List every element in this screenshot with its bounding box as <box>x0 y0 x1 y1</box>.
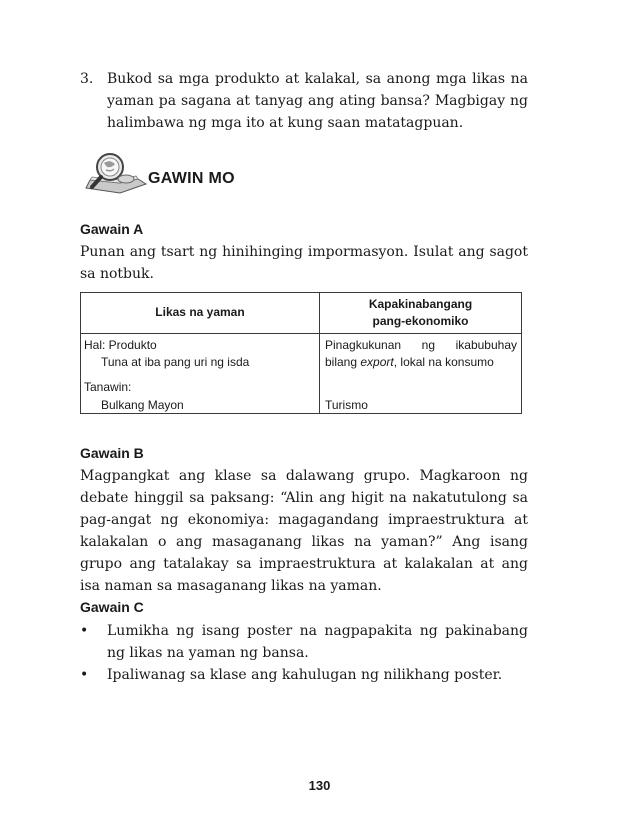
likas-yaman-table <box>80 292 522 414</box>
gawain-b-text: Magpangkat ang klase sa dalawang grupo. Magkaroon ng debate hinggil sa paksang: “Alin ang higit na nakatutulong sa pag-angat ng ekonomiya: magagandang impraestruktura at kalakalan o ang masaganang likas na yaman?” Ang isang grupo ang tatalakay sa impraestruktura at kalakalan at ang isa naman sa masaganang likas na yaman. <box>80 468 528 594</box>
bullet-text: Ipaliwanag sa klase ang kahulugan ng nilikhang poster. <box>107 667 503 683</box>
gawain-a-title: Gawain A <box>80 221 144 237</box>
gawain-b-title: Gawain B <box>80 445 144 461</box>
bullet-text: Lumikha ng isang poster na nagpapakita ng pakinabang ng likas na yaman ng bansa. <box>107 623 528 661</box>
row1-value-pre: bilang <box>325 355 361 369</box>
header-line-2: pang-ekonomiko <box>372 314 469 328</box>
gawin-mo-title: GAWIN MO <box>148 170 235 187</box>
row2-item: Bulkang Mayon <box>101 398 184 412</box>
bullet-symbol: • <box>80 667 89 683</box>
gawain-a-instruction: Punan ang tsart ng hinihinging impormasyon. Isulat ang sagot sa notbuk. <box>80 244 528 282</box>
table-header-likas-yaman: Likas na yaman <box>155 305 245 319</box>
row1-label: Hal: Produkto <box>84 338 157 352</box>
gawain-c-bullet-2 <box>80 664 528 686</box>
header-line-1: Kapakinabangang <box>368 297 473 311</box>
row1-value-line1: Pinagkukunan ng ikabubuhay <box>325 338 517 352</box>
row2-label: Tanawin: <box>84 380 132 394</box>
table-header-kapakinabangan <box>319 296 522 330</box>
page-number: 130 <box>308 778 331 793</box>
table-header-divider <box>81 333 521 334</box>
question-3 <box>80 68 528 134</box>
gawain-c-title: Gawain C <box>80 599 144 615</box>
question-number: 3. <box>80 71 94 87</box>
row2-value: Turismo <box>325 398 368 412</box>
row1-value-post: , lokal na konsumo <box>393 355 494 369</box>
gawain-c-bullet-1 <box>80 620 528 664</box>
question-text: Bukod sa mga produkto at kalakal, sa anong mga likas na yaman pa sagana at tanyag ang ating bansa? Magbigay ng halimbawa ng mga ito at kung saan matatagpuan. <box>107 71 528 131</box>
row1-value-export: export <box>360 355 394 369</box>
magnifier-globe-icon <box>80 152 150 198</box>
row1-item: Tuna at iba pang uri ng isda <box>101 355 250 369</box>
bullet-symbol: • <box>80 623 89 639</box>
row1-value-line2 <box>325 354 494 370</box>
